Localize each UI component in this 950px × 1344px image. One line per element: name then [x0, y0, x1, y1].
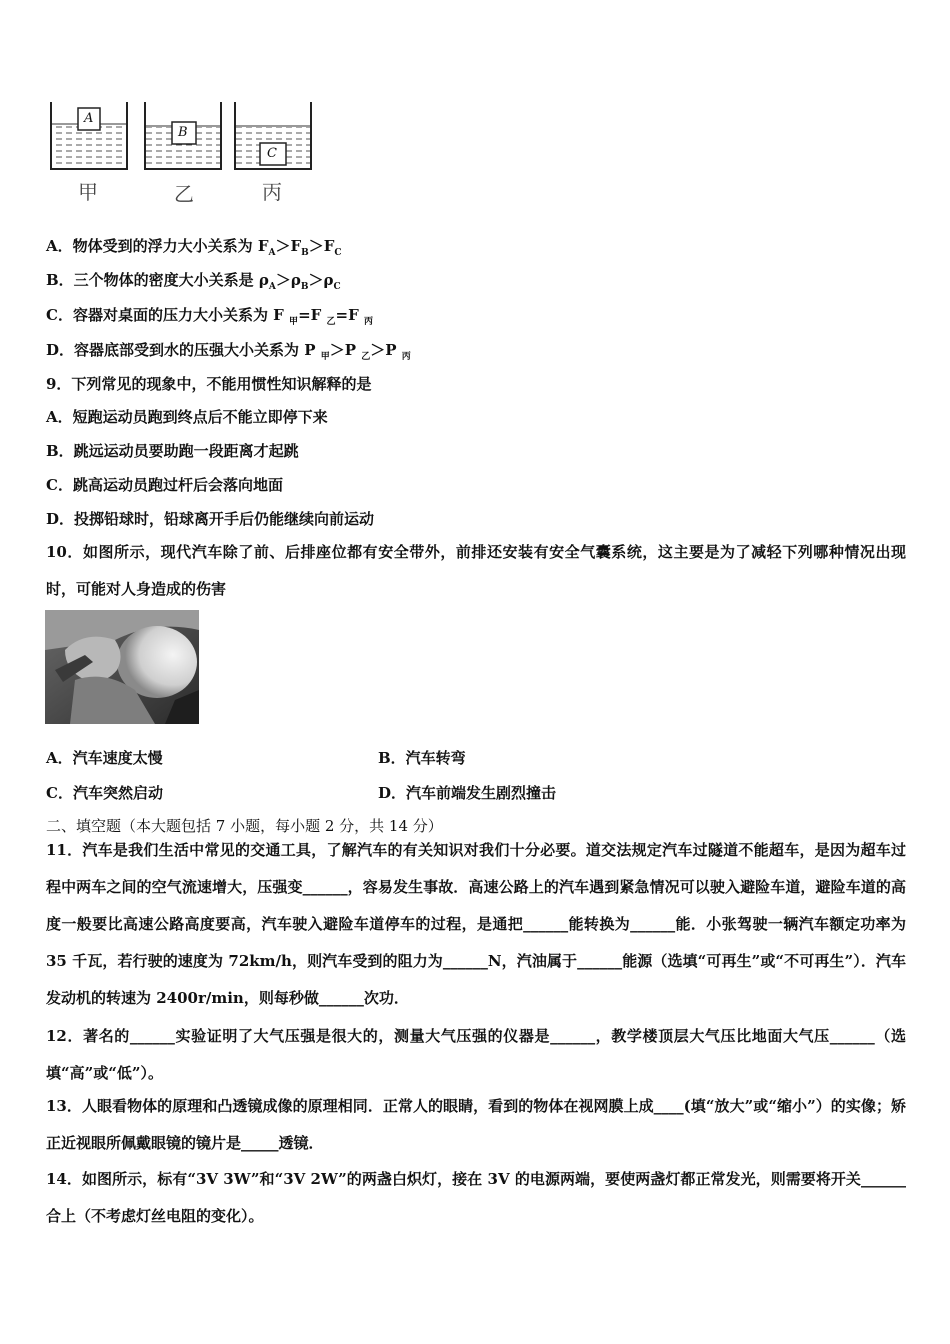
container-label-bing: 丙 [262, 180, 282, 204]
q10-option-a: A．汽车速度太慢 [46, 749, 163, 767]
block-label-a: A [84, 111, 94, 126]
q9-option-d: D．投掷铅球时，铅球离开手后仍能继续向前运动 [46, 510, 375, 528]
block-label-b: B [178, 125, 188, 140]
q10-stem: 10．如图所示，现代汽车除了前、后排座位都有安全带外，前排还安装有安全气囊系统，这主要是为了减轻下列哪种情况出现时，可能对人身造成的伤害 [46, 543, 906, 598]
q12: 12．著名的______实验证明了大气压强是很大的，测量大气压强的仪器是______，教学楼顶层大气压比地面大气压______（选填“高”或“低”）。 [46, 1027, 906, 1082]
section-2-heading: 二、填空题（本大题包括 7 小题，每小题 2 分，共 14 分） [46, 817, 443, 835]
q10-option-b: B．汽车转弯 [378, 749, 466, 767]
container-label-yi: 乙 [174, 182, 194, 206]
q8-option-d: D．容器底部受到水的压强大小关系为 P $_甲$＞P $_乙$＞P $_丙$ [46, 341, 411, 362]
q9-stem: 9．下列常见的现象中，不能用惯性知识解释的是 [46, 375, 372, 393]
container-label-jia: 甲 [78, 180, 98, 204]
q8-option-c: C．容器对桌面的压力大小关系为 F $_甲$=F $_乙$=F $_丙$ [46, 306, 373, 327]
airbag-photo-image [45, 610, 199, 724]
airbag-photo [45, 610, 199, 724]
q14: 14．如图所示，标有“3V 3W”和“3V 2W”的两盏白炽灯，接在 3V 的电源两端，要使两盏灯都正常发光，则需要将开关______合上（不考虑灯丝电阻的变化）。 [46, 1170, 906, 1225]
q10-option-d: D．汽车前端发生剧烈撞击 [378, 784, 557, 802]
q13: 13．人眼看物体的原理和凸透镜成像的原理相同．正常人的眼睛，看到的物体在视网膜上成____(填“放大”或“缩小”）的实像；矫正近视眼所佩戴眼镜的镜片是_____透镜． [46, 1097, 906, 1152]
block-label-c: C [267, 146, 277, 161]
q9-option-c: C．跳高运动员跑过杆后会落向地面 [46, 476, 283, 494]
q9-option-b: B．跳远运动员要助跑一段距离才起跳 [46, 442, 299, 460]
q11: 11．汽车是我们生活中常见的交通工具，了解汽车的有关知识对我们十分必要。道交法规定汽车过隧道不能超车，是因为超车过程中两车之间的空气流速增大，压强变______，容易发生事故．高速公路上的汽车遇到紧急情况可以驶入避险车道，避险车道的高度一般要比高速公路高度要高，汽车驶入避险车道停车的过程，是通把______能转换为______能．小张驾驶一辆汽车额定功率为 35 千瓦，若行驶的速度为 72km/h，则汽车受到的阻力为______N，汽油属于______能源（选填“可再生”或“不可再生”）．汽车发动机的转速为 2400r/min，则每秒做______次功． [46, 841, 906, 1007]
q8-option-a: A．物体受到的浮力大小关系为 $F_A>F_B>F_C$ [46, 237, 342, 258]
q9-option-a: A．短跑运动员跑到终点后不能立即停下来 [46, 408, 328, 426]
containers-figure [46, 100, 326, 205]
q8-option-b: B．三个物体的密度大小关系是 $\rho_A>\rho_B>\rho_C$ [46, 271, 341, 292]
q10-option-c: C．汽车突然启动 [46, 784, 163, 802]
